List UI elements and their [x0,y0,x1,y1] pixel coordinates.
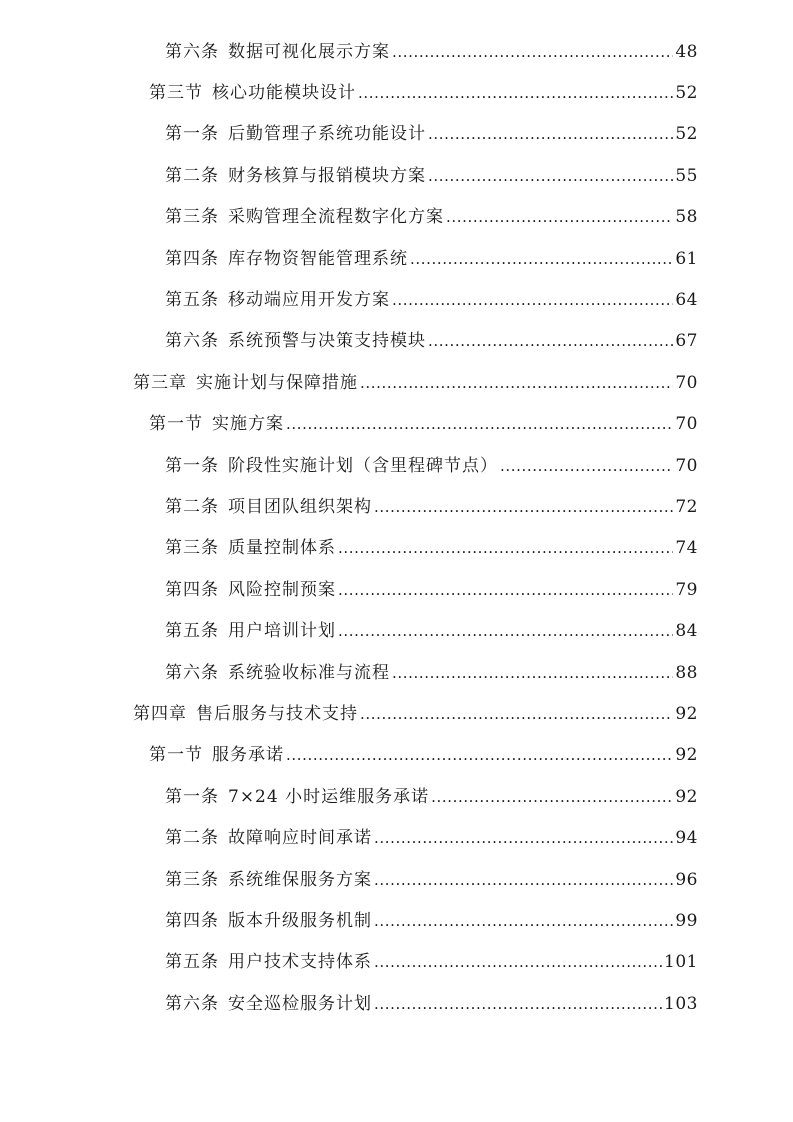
toc-page-number: 52 [675,83,698,104]
toc-page-number: 70 [675,414,698,435]
toc-entry-prefix: 第三章 [133,372,187,393]
toc-entry-title: 质量控制体系 [228,538,336,559]
toc-entry-title: 版本升级服务机制 [228,910,372,931]
toc-dot-leader [392,663,673,683]
toc-page-number: 96 [675,869,698,890]
toc-entry[interactable] [0,155,793,196]
toc-entry-prefix: 第六条 [165,993,219,1014]
toc-dot-leader [374,952,662,972]
toc-entry-title: 安全巡检服务计划 [228,993,372,1014]
toc-entry-prefix: 第一节 [149,745,203,766]
toc-entry[interactable] [0,238,793,279]
toc-dot-leader [338,621,673,641]
toc-entry-prefix: 第六条 [165,41,219,62]
toc-entry-prefix: 第一条 [165,786,219,807]
toc-dot-leader [410,249,673,269]
toc-entry-prefix: 第二条 [165,496,219,517]
toc-entry[interactable] [0,72,793,113]
toc-entry[interactable] [0,817,793,858]
toc-entry[interactable] [0,942,793,983]
toc-dot-leader [500,456,673,476]
toc-page-number: 79 [675,579,698,600]
toc-page-number: 92 [675,703,698,724]
toc-dot-leader [374,870,673,890]
toc-entry-prefix: 第五条 [165,290,219,311]
toc-page-number: 55 [675,165,698,186]
toc-dot-leader [338,538,673,558]
toc-entry[interactable] [0,900,793,941]
toc-entry-title: 故障响应时间承诺 [228,828,372,849]
toc-page-number: 52 [675,124,698,145]
toc-dot-leader [392,42,673,62]
toc-entry-prefix: 第六条 [165,331,219,352]
toc-entry-prefix: 第二条 [165,828,219,849]
toc-page-number: 99 [675,910,698,931]
toc-entry[interactable] [0,859,793,900]
toc-dot-leader [374,911,673,931]
toc-entry-prefix: 第五条 [165,621,219,642]
toc-entry-prefix: 第四章 [133,703,187,724]
toc-entry-title: 采购管理全流程数字化方案 [228,207,444,228]
toc-page-number: 88 [675,662,698,683]
toc-entry[interactable] [0,569,793,610]
toc-entry[interactable] [0,404,793,445]
toc-entry-title: 项目团队组织架构 [228,496,372,517]
toc-page-number: 92 [675,786,698,807]
toc-page-number: 94 [675,828,698,849]
toc-dot-leader [358,83,673,103]
toc-entry[interactable] [0,528,793,569]
toc-dot-leader [374,497,673,517]
toc-page-number: 103 [664,993,698,1014]
toc-entry-title: 数据可视化展示方案 [228,41,390,62]
toc-entry-title: 用户技术支持体系 [228,952,372,973]
toc-dot-leader [360,373,673,393]
toc-entry-title: 风险控制预案 [228,579,336,600]
toc-entry-prefix: 第三条 [165,538,219,559]
toc-entry[interactable] [0,693,793,734]
toc-entry-prefix: 第四条 [165,248,219,269]
toc-entry[interactable] [0,362,793,403]
toc-entry-title: 移动端应用开发方案 [228,290,390,311]
toc-dot-leader [428,331,673,351]
toc-entry-title: 用户培训计划 [228,621,336,642]
toc-page-number: 84 [675,621,698,642]
toc-page-number: 64 [675,290,698,311]
toc-entry[interactable] [0,279,793,320]
toc-dot-leader [338,580,673,600]
toc-entry-title: 库存物资智能管理系统 [228,248,408,269]
toc-entry[interactable] [0,610,793,651]
toc-page-number: 70 [675,455,698,476]
toc-entry-prefix: 第二条 [165,165,219,186]
toc-entry[interactable] [0,776,793,817]
table-of-contents [0,31,793,1024]
toc-entry-prefix: 第三条 [165,207,219,228]
toc-dot-leader [428,166,673,186]
toc-entry-prefix: 第六条 [165,662,219,683]
toc-page-number: 101 [664,952,698,973]
toc-entry-title: 售后服务与技术支持 [196,703,358,724]
toc-entry[interactable] [0,114,793,155]
toc-entry-prefix: 第四条 [165,910,219,931]
toc-entry-title: 财务核算与报销模块方案 [228,165,426,186]
toc-entry-prefix: 第五条 [165,952,219,973]
toc-dot-leader [286,745,673,765]
toc-entry-title: 实施计划与保障措施 [196,372,358,393]
toc-dot-leader [392,290,673,310]
toc-entry[interactable] [0,983,793,1024]
toc-page-number: 58 [675,207,698,228]
toc-page-number: 70 [675,372,698,393]
toc-entry-title: 系统预警与决策支持模块 [228,331,426,352]
toc-entry-prefix: 第一条 [165,455,219,476]
toc-entry[interactable] [0,197,793,238]
toc-page-number: 92 [675,745,698,766]
toc-dot-leader [360,704,673,724]
toc-entry-title: 服务承诺 [212,745,284,766]
toc-dot-leader [374,994,662,1014]
toc-entry-title: 7×24 小时运维服务承诺 [228,786,430,807]
toc-entry[interactable] [0,652,793,693]
toc-entry[interactable] [0,735,793,776]
toc-dot-leader [446,207,673,227]
toc-entry-prefix: 第四条 [165,579,219,600]
toc-entry[interactable] [0,445,793,486]
toc-entry-prefix: 第三条 [165,869,219,890]
toc-dot-leader [431,787,673,807]
toc-page-number: 74 [675,538,698,559]
toc-entry-prefix: 第三节 [149,83,203,104]
toc-entry-title: 核心功能模块设计 [212,83,356,104]
toc-entry[interactable] [0,321,793,362]
toc-dot-leader [286,414,673,434]
toc-entry[interactable] [0,31,793,72]
toc-dot-leader [428,124,673,144]
toc-page-number: 72 [675,496,698,517]
toc-entry[interactable] [0,486,793,527]
toc-entry-title: 系统维保服务方案 [228,869,372,890]
toc-entry-title: 后勤管理子系统功能设计 [228,124,426,145]
toc-dot-leader [374,828,673,848]
toc-page-number: 67 [675,331,698,352]
toc-entry-title: 阶段性实施计划（含里程碑节点） [228,455,498,476]
toc-page-number: 61 [675,248,698,269]
toc-entry-title: 实施方案 [212,414,284,435]
toc-entry-prefix: 第一条 [165,124,219,145]
toc-page-number: 48 [675,41,698,62]
toc-entry-prefix: 第一节 [149,414,203,435]
toc-entry-title: 系统验收标准与流程 [228,662,390,683]
